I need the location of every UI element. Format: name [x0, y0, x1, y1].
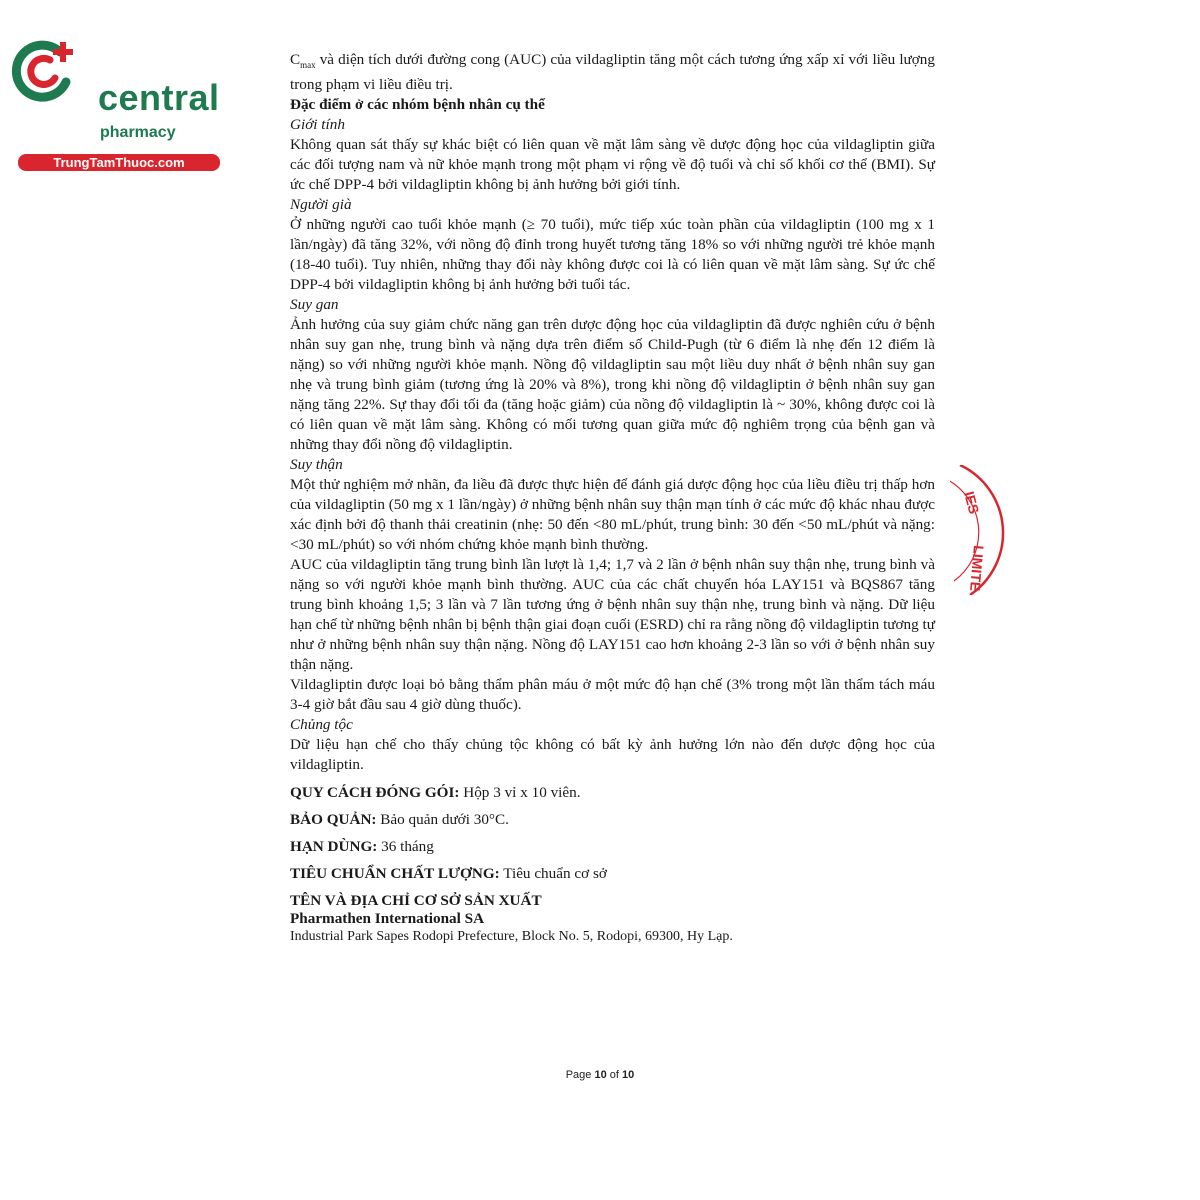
brand-subtitle: pharmacy [100, 124, 176, 141]
hepatic-paragraph: Ảnh hưởng của suy giảm chức năng gan trên dược động học của vildagliptin đã được nghiên cứu ở bệnh nhân suy gan nhẹ, trung bình và nặng dựa trên điểm số Child-Pugh (từ 6 điểm là nhẹ đến 12 điểm là nặng) so với những người khỏe mạnh. Nồng độ vildagliptin sau một liều duy nhất ở bệnh nhân suy gan nhẹ và trung bình giảm (tương ứng là 20% và 8%), trong khi nồng độ vildagliptin ở bệnh nhân suy gan nặng tăng 22%. Sự thay đổi tối đa (tăng hoặc giảm) của nồng độ vildagliptin là ~ 30%, không được coi là có liên quan về mặt lâm sàng. Không có mối tương quan giữa mức độ nghiêm trọng của bệnh gan và những thay đổi nồng độ vildagliptin. [290, 316, 935, 454]
spec-value: 36 tháng [377, 838, 434, 856]
document-body [290, 50, 935, 946]
manufacturer-heading: TÊN VÀ ĐỊA CHỈ CƠ SỞ SẢN XUẤT [290, 892, 542, 910]
spec-value: Hộp 3 vỉ x 10 viên. [459, 784, 581, 802]
packaging-spec [290, 783, 935, 802]
spec-label: HẠN DÙNG: [290, 838, 378, 856]
page-number-total: 10 [622, 1069, 635, 1081]
gender-heading: Giới tính [290, 116, 345, 134]
cmax-symbol: C [290, 51, 301, 68]
gender-paragraph: Không quan sát thấy sự khác biệt có liên quan về mặt lâm sàng về dược động học của vildagliptin giữa các đối tượng nam và nữ khỏe mạnh trong một phạm vi rộng về độ tuổi và chỉ số khối cơ thể (BMI). Sự ức chế DPP-4 bởi vildagliptin không bị ảnh hưởng bởi giới tính. [290, 136, 935, 194]
manufacturer-name: Pharmathen International SA [290, 910, 485, 928]
central-pharmacy-logo-icon [10, 38, 78, 106]
renal-paragraph-2: AUC của vildagliptin tăng trung bình lần lượt là 1,4; 1,7 và 2 lần ở bệnh nhân suy thận nhẹ, trung bình và nặng so với người khỏe mạnh bình thường. AUC của các chất chuyển hóa LAY151 và BQS867 tăng trung bình khoảng 1,5; 3 lần và 7 lần tương ứng ở bệnh nhân suy thận nhẹ, trung bình và nặng. Dữ liệu hạn chế từ những bệnh nhân bị bệnh thận giai đoạn cuối (ESRD) chỉ ra rằng nồng độ vildagliptin tương tự như ở những bệnh nhân suy thận nặng. Nồng độ LAY151 cao hơn khoảng 2-3 lần so với ở bệnh nhân suy thận nặng. [290, 556, 935, 674]
spec-label: BẢO QUẢN: [290, 811, 377, 829]
manufacturer-address: Industrial Park Sapes Rodopi Prefecture, Block No. 5, Rodopi, 69300, Hy Lạp. [290, 929, 733, 945]
renal-paragraph-1: Một thử nghiệm mở nhãn, đa liều đã được thực hiện để đánh giá dược động học của liều điều trị thấp hơn của vildagliptin (50 mg x 1 lần/ngày) ở những bệnh nhân suy thận mạn tính ở các mức độ khác nhau được xác định bởi độ thanh thải creatinin (nhẹ: 50 đến <80 mL/phút, trung bình: 30 đến <50 mL/phút và nặng: <30 mL/phút) so với nhóm chứng khỏe mạnh bình thường. [290, 476, 935, 554]
renal-heading: Suy thận [290, 456, 343, 474]
brand-name: central [98, 77, 220, 118]
footer-of: of [606, 1069, 623, 1081]
renal-paragraph-3: Vildagliptin được loại bỏ bằng thẩm phân máu ở một mức độ hạn chế (3% trong một lần thẩm tách máu 3-4 giờ bắt đầu sau 4 giờ dùng thuốc). [290, 676, 935, 714]
storage-spec [290, 810, 935, 829]
elderly-heading: Người già [290, 196, 352, 214]
page-number-current: 10 [594, 1069, 607, 1081]
spec-label: QUY CÁCH ĐÓNG GÓI: [290, 784, 460, 802]
elderly-paragraph: Ở những người cao tuổi khỏe mạnh (≥ 70 tuổi), mức tiếp xúc toàn phần của vildagliptin (100 mg x 1 lần/ngày) đã tăng 32%, với nồng độ đỉnh trong huyết tương tăng 18% so với những người trẻ khỏe mạnh (18-40 tuổi). Tuy nhiên, những thay đổi này không được coi là có liên quan về mặt lâm sàng. Sự ức chế DPP-4 bởi vildagliptin không bị ảnh hưởng bởi tuổi tác. [290, 216, 935, 294]
quality-standard-spec [290, 864, 935, 883]
cmax-subscript: max [300, 60, 316, 71]
hepatic-heading: Suy gan [290, 296, 339, 314]
stamp-text-bottom: LIMITE [967, 544, 987, 592]
shelf-life-spec [290, 837, 935, 856]
intro-paragraph [290, 50, 935, 95]
race-heading: Chủng tộc [290, 716, 353, 734]
spec-label: TIÊU CHUẨN CHẤT LƯỢNG: [290, 865, 500, 883]
brand-url-link[interactable]: TrungTamThuoc.com [18, 154, 220, 171]
spec-value: Bảo quản dưới 30°C. [376, 811, 509, 829]
brand-logo[interactable] [10, 36, 220, 170]
spec-value: Tiêu chuẩn cơ sở [499, 865, 607, 883]
race-paragraph: Dữ liệu hạn chế cho thấy chủng tộc không có bất kỳ ảnh hưởng lớn nào đến dược động học của vildagliptin. [290, 736, 935, 774]
page-footer [0, 1069, 1200, 1081]
intro-text: và diện tích dưới đường cong (AUC) của vildagliptin tăng một cách tương ứng xấp xỉ với liều lượng trong phạm vi liều điều trị. [290, 51, 935, 94]
company-stamp-icon [950, 465, 1010, 595]
special-groups-heading: Đặc điểm ở các nhóm bệnh nhân cụ thể [290, 96, 545, 114]
footer-prefix: Page [565, 1069, 595, 1081]
stamp-text-top: IES [961, 489, 983, 516]
